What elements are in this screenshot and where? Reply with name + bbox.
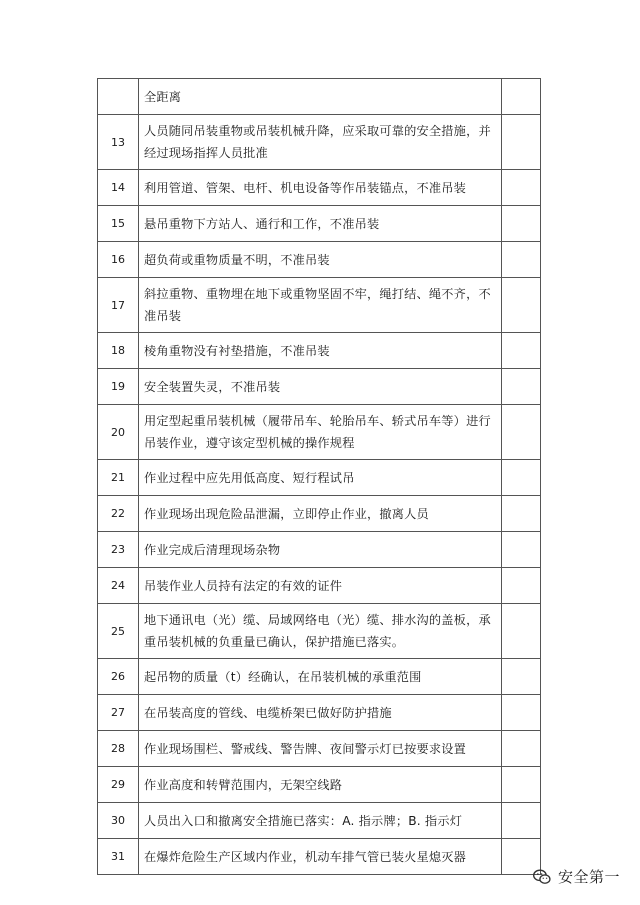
check-cell [502,278,541,333]
table-row [98,460,541,496]
row-number: 15 [98,206,139,242]
check-cell [502,369,541,405]
row-text: 起吊物的质量（t）经确认，在吊装机械的承重范围 [139,659,502,695]
table-row [98,695,541,731]
check-cell [502,206,541,242]
check-cell [502,170,541,206]
row-text: 作业现场出现危险品泄漏，立即停止作业，撤离人员 [139,496,502,532]
row-number: 24 [98,568,139,604]
row-number: 22 [98,496,139,532]
table-row [98,242,541,278]
row-text: 在吊装高度的管线、电缆桥架已做好防护措施 [139,695,502,731]
table-row [98,333,541,369]
row-text: 悬吊重物下方站人、通行和工作，不准吊装 [139,206,502,242]
check-cell [502,731,541,767]
row-number: 29 [98,767,139,803]
row-number: 27 [98,695,139,731]
row-number: 28 [98,731,139,767]
table-row [98,568,541,604]
table-row [98,604,541,659]
row-number: 31 [98,839,139,875]
row-text: 斜拉重物、重物埋在地下或重物坚固不牢，绳打结、绳不齐，不准吊装 [139,278,502,333]
row-number: 26 [98,659,139,695]
row-number: 14 [98,170,139,206]
table-row [98,767,541,803]
row-text: 全距离 [139,79,502,115]
row-number: 17 [98,278,139,333]
table-row [98,405,541,460]
row-number: 21 [98,460,139,496]
row-text: 棱角重物没有衬垫措施，不准吊装 [139,333,502,369]
row-text: 作业过程中应先用低高度、短行程试吊 [139,460,502,496]
check-cell [502,803,541,839]
check-cell [502,532,541,568]
row-number: 25 [98,604,139,659]
check-cell [502,695,541,731]
check-cell [502,79,541,115]
check-cell [502,333,541,369]
table-row [98,659,541,695]
row-text: 在爆炸危险生产区域内作业，机动车排气管已装火星熄灭器 [139,839,502,875]
row-number [98,79,139,115]
table-row [98,803,541,839]
table-row [98,206,541,242]
row-text: 人员随同吊装重物或吊装机械升降，应采取可靠的安全措施，并经过现场指挥人员批准 [139,115,502,170]
row-text: 作业高度和转臂范围内，无架空线路 [139,767,502,803]
row-text: 地下通讯电（光）缆、局域网络电（光）缆、排水沟的盖板，承重吊装机械的负重量已确认，保护措施已落实。 [139,604,502,659]
row-number: 19 [98,369,139,405]
table-row [98,532,541,568]
table-row [98,496,541,532]
table-row [98,170,541,206]
row-number: 30 [98,803,139,839]
row-number: 16 [98,242,139,278]
check-cell [502,604,541,659]
table-row [98,278,541,333]
watermark [532,866,620,887]
table-row [98,369,541,405]
check-cell [502,659,541,695]
row-number: 20 [98,405,139,460]
row-text: 作业现场围栏、警戒线、警告牌、夜间警示灯已按要求设置 [139,731,502,767]
check-cell [502,242,541,278]
table-row [98,731,541,767]
table-row [98,115,541,170]
watermark-text: 安全第一 [557,868,620,886]
check-cell [502,767,541,803]
check-cell [502,460,541,496]
table-row [98,839,541,875]
check-cell [502,568,541,604]
wechat-icon [532,867,552,887]
row-text: 人员出入口和撤离安全措施已落实：A. 指示牌；B. 指示灯 [139,803,502,839]
safety-checklist-table [97,78,541,875]
row-text: 吊装作业人员持有法定的有效的证件 [139,568,502,604]
row-number: 18 [98,333,139,369]
table-row [98,79,541,115]
row-number: 13 [98,115,139,170]
check-cell [502,496,541,532]
check-cell [502,115,541,170]
check-cell [502,405,541,460]
row-text: 用定型起重吊装机械（履带吊车、轮胎吊车、轿式吊车等）进行吊装作业，遵守该定型机械的操作规程 [139,405,502,460]
row-text: 作业完成后清理现场杂物 [139,532,502,568]
row-text: 安全装置失灵，不准吊装 [139,369,502,405]
row-number: 23 [98,532,139,568]
row-text: 利用管道、管架、电杆、机电设备等作吊装锚点，不准吊装 [139,170,502,206]
row-text: 超负荷或重物质量不明，不准吊装 [139,242,502,278]
